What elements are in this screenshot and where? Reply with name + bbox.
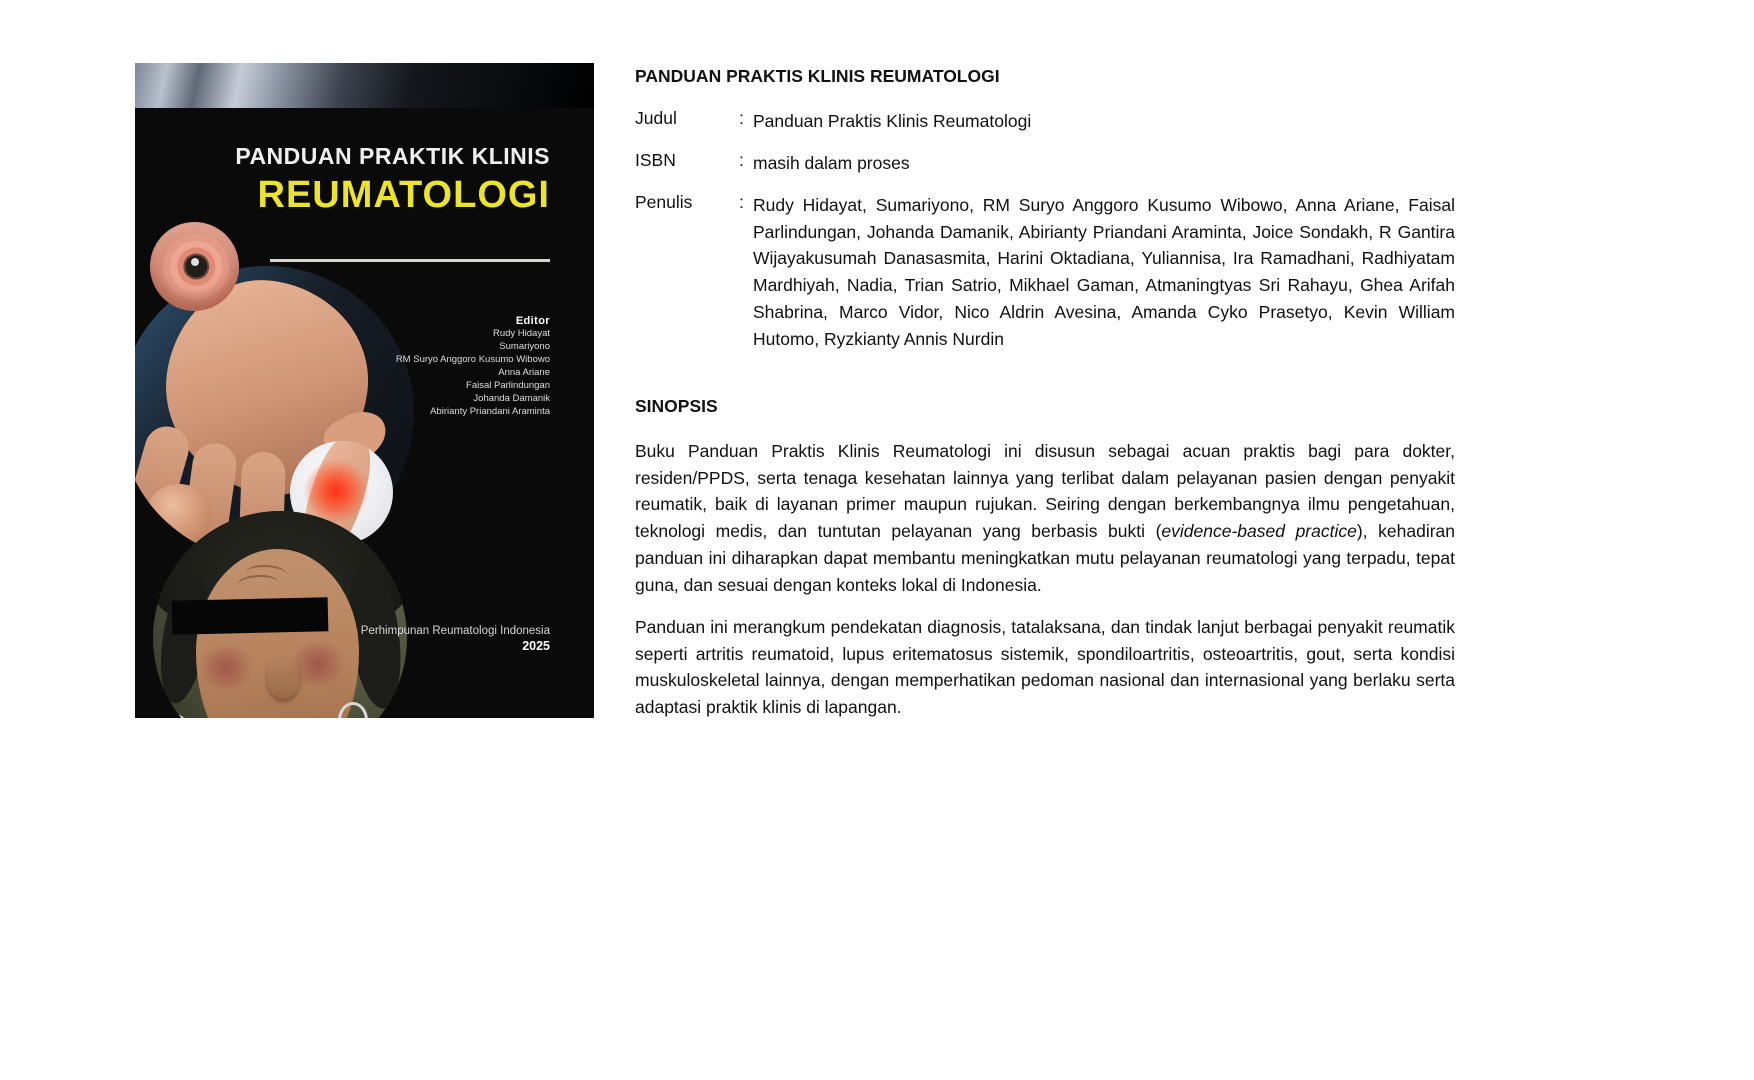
sinopsis-paragraph-2: Panduan ini merangkum pendekatan diagnosis, tatalaksana, dan tindak lanjut berbagai penyakit reumatik seperti artritis reumatoid, lupus eritematosus sistemik, spondiloartritis, osteoartritis, gout, serta kondisi muskuloskeletal lainnya, dengan memperhatikan pedoman nasional dan internasional yang berlaku serta adaptasi praktik klinis di lapangan. [635, 617, 1455, 718]
sinopsis-heading: SINOPSIS [635, 396, 718, 416]
cover-title-underline [270, 259, 550, 262]
editor-name: Sumariyono [499, 341, 550, 352]
inflamed-eye-photo [150, 222, 239, 311]
lupus-patient-face-photo [153, 511, 407, 718]
publisher-name: Perhimpunan Reumatologi Indonesia [360, 625, 550, 637]
field-colon: : [739, 108, 744, 128]
page-title: PANDUAN PRAKTIS KLINIS REUMATOLOGI [635, 66, 1000, 86]
field-label: Judul [635, 108, 677, 128]
field-row-judul [635, 108, 1455, 135]
field-colon: : [739, 150, 744, 170]
sinopsis-para1-italic: evidence-based practice [1161, 521, 1357, 542]
sinopsis-para1-text: Buku Panduan Praktis Klinis Reumatologi ini disusun sebagai acuan praktis bagi para dokter, residen/PPDS, serta tenaga kesehatan lainnya yang terlibat dalam pelayanan pasien dengan penyakit reumatik, baik di layanan primer maupun rujukan. Seiring dengan berkembangnya ilmu pengetahuan, teknologi medis, dan tuntutan pelayanan yang berbasis bukti ( [635, 441, 1455, 542]
sinopsis-para1-text-after: ), kehadiran panduan ini diharapkan dapat membantu meningkatkan mutu pelayanan reumatologi yang terpadu, tepat guna, dan sesuai dengan konteks lokal di Indonesia. [635, 521, 1456, 595]
field-value-penulis: Rudy Hidayat, Sumariyono, RM Suryo Anggoro Kusumo Wibowo, Anna Ariane, Faisal Parlindungan, Johanda Damanik, Abirianty Priandani Araminta, Joice Sondakh, R Gantira Wijayakusumah Danasasmita, Harini Oktadiana, Yuliannisa, Ira Ramadhani, Radhiyatam Mardhiyah, Nadia, Trian Satrio, Mikhael Gaman, Atmaningtyas Sri Rahayu, Ghea Arifah Shabrina, Marco Vidor, Nico Aldrin Avesina, Amanda Cyko Prasetyo, Kevin William Hutomo, Ryzkianty Annis Nurdin [753, 195, 1455, 349]
eye-highlight [191, 258, 199, 266]
field-label: Penulis [635, 192, 693, 212]
cover-title-line2: REUMATOLOGI [257, 174, 550, 216]
field-value-judul: Panduan Praktis Klinis Reumatologi [753, 111, 1032, 131]
cover-editor-block [396, 315, 550, 418]
editor-name: Anna Ariane [498, 367, 550, 378]
editor-name: Abirianty Priandani Araminta [430, 406, 550, 417]
field-value-isbn: masih dalam proses [753, 153, 910, 173]
cover-title-line1: PANDUAN PRAKTIK KLINIS [235, 143, 550, 169]
book-cover-image [135, 63, 594, 718]
field-row-isbn [635, 150, 1455, 177]
eye-censor-bar [172, 597, 329, 635]
editor-name: Rudy Hidayat [492, 328, 550, 339]
field-row-penulis [635, 192, 1455, 352]
cover-publisher-block [361, 625, 550, 653]
cover-title-block [235, 143, 550, 262]
field-colon: : [739, 192, 744, 212]
field-label: ISBN [635, 150, 676, 170]
malar-rash-right [289, 643, 347, 685]
publisher-year: 2025 [522, 639, 550, 653]
editor-heading: Editor [515, 315, 550, 327]
editor-name: Faisal Parlindungan [466, 380, 550, 391]
sinopsis-paragraph-1 [635, 438, 1455, 598]
cover-metallic-streak [135, 63, 594, 108]
hoop-earring-left [163, 714, 188, 718]
malar-rash-left [197, 647, 255, 689]
editor-name: Johanda Damanik [473, 393, 550, 404]
editor-name: RM Suryo Anggoro Kusumo Wibowo [395, 354, 550, 365]
